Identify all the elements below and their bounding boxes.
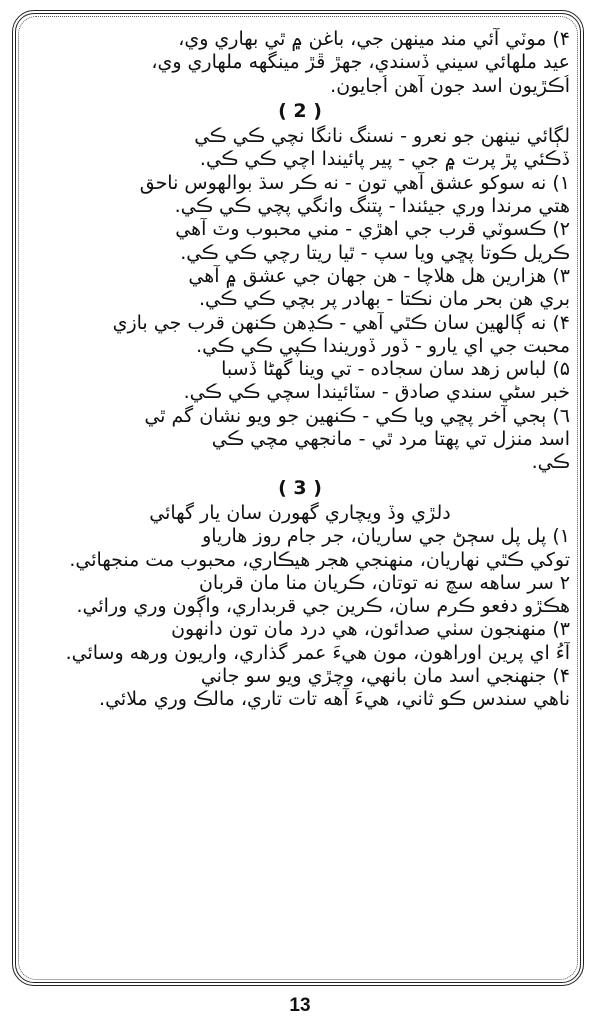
poem-line: ٢ سر ساهه سچ نه توتان، ڪريان منا مان قربان (198, 571, 570, 594)
poem-line: ٣) هزارين هل هلاچا - هن جهان جي عشق ۾ آهي (188, 264, 570, 287)
poem-line: هڪڙو دفعو ڪرم سان، ڪرين جي قربداري، واڳون وري ورائي. (76, 595, 570, 618)
poem-refrain: دلڙي وڏ ويچاري گهورن سان يار گهائي (149, 501, 451, 524)
section-heading-3: ( 3 ) (278, 476, 322, 499)
poem-line: ناهي سندس ڪو ثاني، هيءَ آهه تات تاري، مالڪ وري ملائي. (99, 688, 570, 711)
poem-line: ڪي. (531, 451, 570, 474)
poem-line: عيد ملهائي سيني ڏسندي، جهڙ ڦڙ مينگهه ملهاري وي، (151, 51, 570, 74)
poem-body (30, 28, 570, 968)
poem-line: لڳائي نينهن جو نعرو - نسنگ نانگا نچي ڪي ڪي (194, 125, 570, 148)
section-heading-2: ( 2 ) (278, 99, 322, 122)
poem-line: ١) نه سوکو عشق آهي تون - نه ڪر سڌ بوالهوس ناحق (139, 171, 570, 194)
poem-line: ڪريل ڪوتا پڇي ويا سپ - ٿيا ريتا رچي ڪي ڪي. (180, 241, 570, 264)
poem-line: ١) پل پل سڄڻ جي ساريان، جر جام روز هارياو (202, 525, 570, 548)
poem-line: ۴) موٽي آئي مند مينهن جي، باغن ۾ ٿي بهاري وي، (178, 28, 570, 50)
poem-line: ۴) جنهنجي اسد مان بانهي، وچڙي ويو سو جاني (200, 665, 570, 688)
poem-line: اُڪڙيون اسد جون آهن اُجايون. (330, 74, 570, 97)
poem-line: بري هن بحر مان نڪتا - بهادر پر بچي ڪي ڪي. (199, 288, 570, 311)
poem-line: ڏڪئي پڙ پرت ۾ جي - پير پائيندا اچي ڪي ڪي. (199, 148, 570, 171)
poem-line: ۵) لباس زهد سان سجاده - تي وينا گهڻا ڏسبا (221, 358, 570, 381)
poem-line: توکي ڪٿي نهاريان، منهنجي هجر هيڪاري، محبوب مت منجهائي. (69, 548, 570, 571)
page-number: 13 (289, 995, 311, 1016)
poem-line: آءُ اي پرين اوراهون، مون هيءَ عمر گذاري، واريون ورهه وسائي. (65, 641, 570, 664)
poem-line: هتي مرندا وري جيئندا - پتنگ وانگي پچي ڪي ڪي. (174, 195, 570, 218)
poem-line: ٦) ٻجي آخر پڇي ويا ڪي - ڪنهين جو ويو نشان گم ٿي (144, 404, 570, 427)
poem-line: محبت جي اي يارو - ڏور ڏوريندا ڪپي ڪي ڪي. (196, 334, 570, 357)
poem-line: ٣) منهنجون سٺي صدائون، هي درد مان تون دانهون (171, 618, 570, 641)
poem-line: ٢) ڪسوٽي قرب جي اهڙي - مني محبوب وٽ آهي (175, 218, 570, 241)
poem-line: ۴) نه ڳالهين سان ڪٿي آهي - ڪڍهن ڪنهن قرب جي بازي (112, 311, 570, 334)
poem-line: خبر سڻي سندي صادق - سٽائيندا سچي ڪي ڪي. (183, 381, 570, 404)
poem-line: اسد منزل تي پهتا مرد ٿي - مانجهي مچي ڪي (211, 428, 570, 451)
